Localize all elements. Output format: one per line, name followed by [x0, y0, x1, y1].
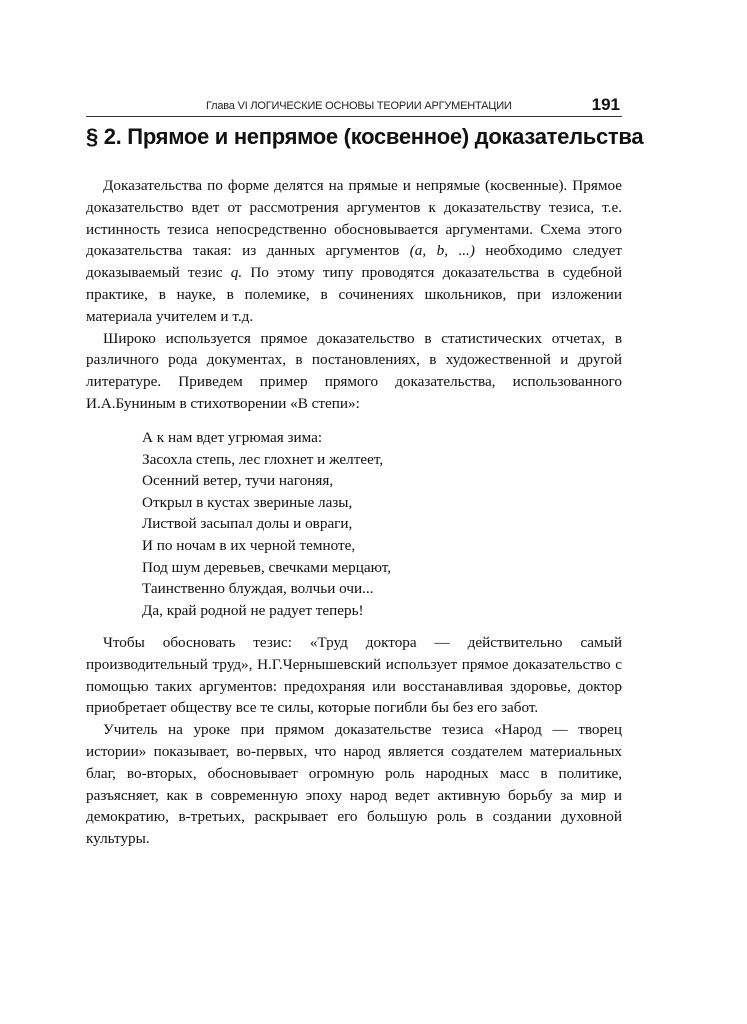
poem-line: Листвой засыпал долы и овраги, [142, 515, 353, 533]
paragraph-chernyshevsky-example: Чтобы обосновать тезис: «Труд доктора — действительно самый производительный труд», Н.Г.Чернышевский использует прямое доказательство с помощью таких аргументов: предохраняя или восстанавливая здоровье, доктор приобретает обществу все те силы, которые погибли бы без его забот. [86, 634, 622, 717]
poem-quote [142, 427, 391, 621]
paragraph-text: По этому типу проводятся доказательства в судебной практике, в науке, в полемике, в сочинениях школьников, при изложении материала учителем и т.д. [86, 264, 622, 325]
poem-line: Открыл в кустах звериные лазы, [142, 493, 353, 511]
paragraph-teacher-example: Учитель на уроке при прямом доказательстве тезиса «Народ — творец истории» показывает, во-первых, что народ является создателем материальных благ, во-вторых, обосновывает огромную роль народных масс в политике, разъясняет, как в современную эпоху народ ведет активную борьбу за мир и демократию, в-третьих, раскрывает его большую роль в создании духовной культуры. [86, 721, 622, 848]
thesis-variable: q. [230, 264, 243, 282]
running-title: Глава VI ЛОГИЧЕСКИЕ ОСНОВЫ ТЕОРИИ АРГУМЕНТАЦИИ [206, 100, 512, 112]
paragraph-usage-examples: Широко используется прямое доказательство в статистических отчетах, в различного рода документах, в постановлениях, в художественной и другой литературе. Приведем пример прямого доказательства, использованного И.А.Буниным в стихотворении «В степи»: [86, 329, 622, 412]
poem-line: Да, край родной не радует теперь! [142, 601, 364, 619]
text-block-after-poem [86, 632, 622, 850]
poem-line: И по ночам в их черной темноте, [142, 536, 356, 554]
poem-line: А к нам вдет угрюмая зима: [142, 429, 323, 446]
paragraph-direct-proof-definition [86, 175, 622, 328]
poem-line: Таинственно блуждая, волчьи очи... [142, 580, 374, 598]
running-header [86, 96, 622, 117]
arguments-variables: (a, b, ...) [409, 242, 475, 260]
text-block-before-poem [86, 175, 622, 415]
paragraph-text: Доказательства по форме делятся на прямые и непрямые (косвенные). Прямое доказательство вдет от рассмотрения аргументов к доказательству тезиса, т.е. истинность тезиса непосредственно обосновывается аргументами. Схема этого доказательства такая: из данных аргументов [86, 177, 622, 260]
poem-line: Под шум деревьев, свечками мерцают, [142, 558, 392, 576]
poem-line: Осенний ветер, тучи нагоняя, [142, 472, 334, 490]
paragraph-text: необходимо следует доказываемый тезис [86, 242, 623, 282]
page-number: 191 [591, 95, 620, 114]
section-title: § 2. Прямое и непрямое (косвенное) доказательства [86, 124, 644, 149]
poem-line: Засохла степь, лес глохнет и желтеет, [142, 450, 384, 468]
